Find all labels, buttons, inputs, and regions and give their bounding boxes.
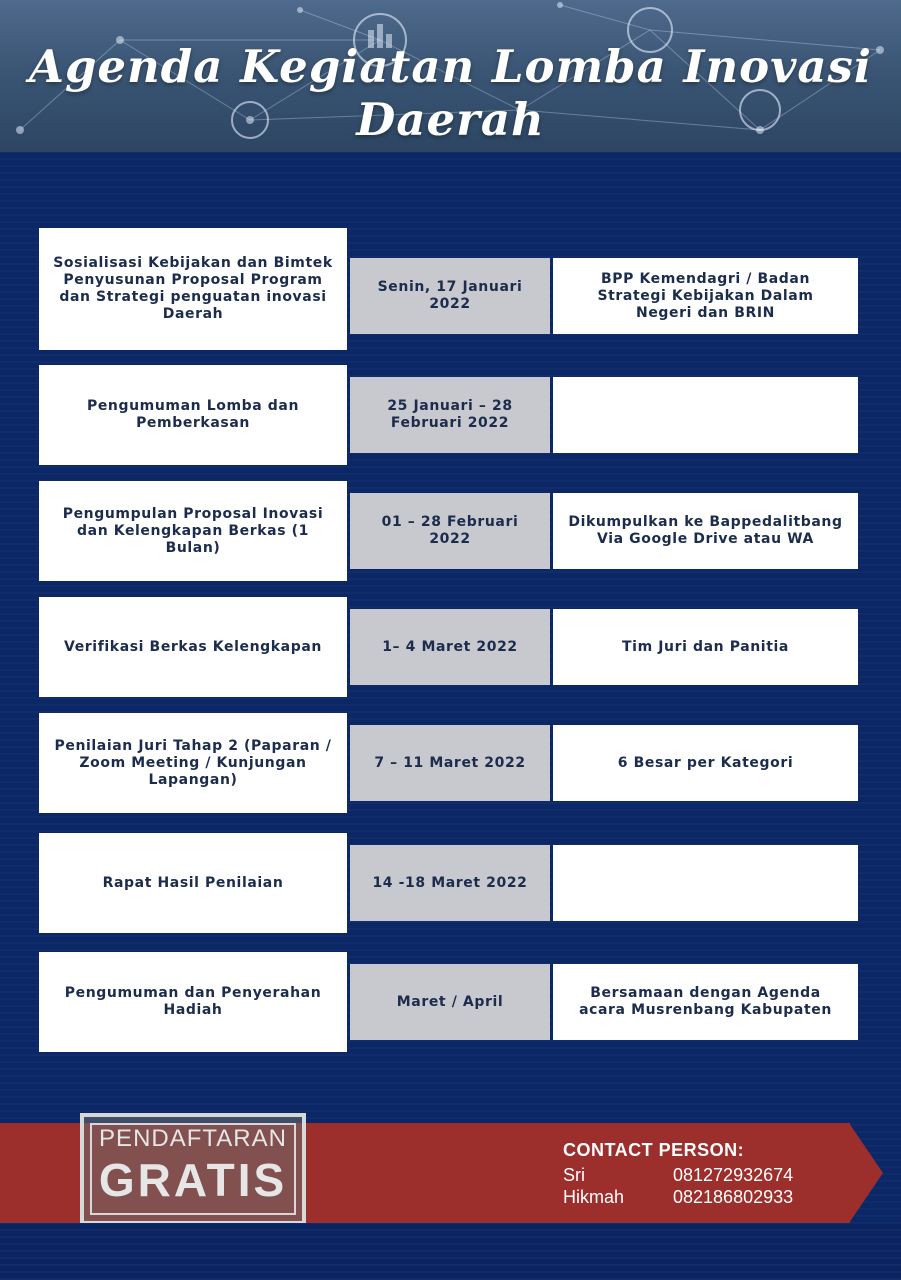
agenda-activity: Pengumuman Lomba dan Pemberkasan — [39, 365, 347, 465]
agenda-date: 1– 4 Maret 2022 — [350, 609, 550, 685]
footer-arrow — [849, 1123, 883, 1223]
agenda-date: Maret / April — [350, 964, 550, 1040]
page-title: Agenda Kegiatan Lomba Inovasi Daerah — [29, 40, 872, 146]
agenda-activity: Sosialisasi Kebijakan dan Bimtek Penyusunan Proposal Program dan Strategi penguatan inovasi Daerah — [39, 228, 347, 350]
stamp-top-text: PENDAFTARAN — [99, 1125, 287, 1152]
agenda-date: 7 – 11 Maret 2022 — [350, 725, 550, 801]
agenda-date: Senin, 17 Januari 2022 — [350, 258, 550, 334]
agenda-activity: Rapat Hasil Penilaian — [39, 833, 347, 933]
agenda-note — [553, 377, 858, 453]
agenda-note: BPP Kemendagri / Badan Strategi Kebijakan Dalam Negeri dan BRIN — [553, 258, 858, 334]
agenda-note — [553, 845, 858, 921]
agenda-activity: Pengumpulan Proposal Inovasi dan Kelengkapan Berkas (1 Bulan) — [39, 481, 347, 581]
contact-phone: 081272932674 — [673, 1165, 794, 1185]
registration-stamp — [80, 1113, 306, 1225]
contact-name: Hikmah — [563, 1187, 625, 1207]
agenda-note: 6 Besar per Kategori — [553, 725, 858, 801]
agenda-activity: Pengumuman dan Penyerahan Hadiah — [39, 952, 347, 1052]
contact-name: Sri — [563, 1165, 585, 1185]
agenda-activity: Penilaian Juri Tahap 2 (Paparan / Zoom Meeting / Kunjungan Lapangan) — [39, 713, 347, 813]
contact-row — [563, 1164, 793, 1186]
contact-title: CONTACT PERSON: — [563, 1140, 745, 1160]
contact-row — [563, 1186, 793, 1208]
agenda-note: Dikumpulkan ke Bappedalitbang Via Google Drive atau WA — [553, 493, 858, 569]
agenda-date: 14 -18 Maret 2022 — [350, 845, 550, 921]
contact-phone: 082186802933 — [673, 1187, 794, 1207]
agenda-note: Tim Juri dan Panitia — [553, 609, 858, 685]
stamp-main-text: GRATIS — [98, 1154, 288, 1206]
agenda-activity: Verifikasi Berkas Kelengkapan — [39, 597, 347, 697]
agenda-date: 01 – 28 Februari 2022 — [350, 493, 550, 569]
bottom-strip — [0, 1223, 901, 1280]
contact-block — [563, 1140, 793, 1208]
agenda-date: 25 Januari – 28 Februari 2022 — [350, 377, 550, 453]
header-banner — [0, 0, 901, 152]
agenda-note: Bersamaan dengan Agenda acara Musrenbang Kabupaten — [553, 964, 858, 1040]
